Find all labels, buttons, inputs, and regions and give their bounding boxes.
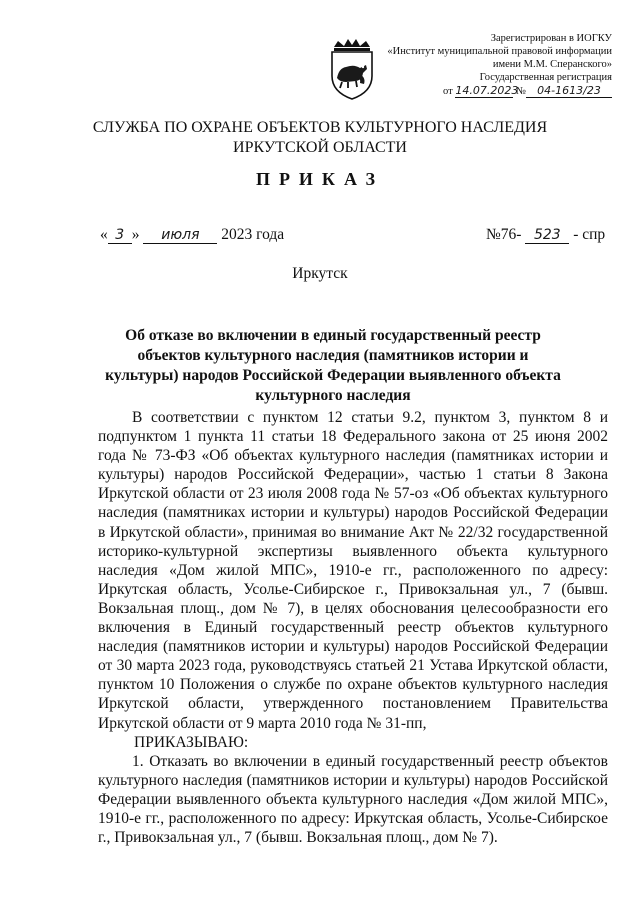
service-name bbox=[0, 118, 640, 158]
order-title: Об отказе во включении в единый государственный реестр объектов культурного наследия (памятников истории и культуры) народов Российской Федерации выявленного объекта культурного наследия bbox=[105, 327, 561, 404]
date-close-quote: » bbox=[131, 226, 140, 243]
order-day: 3 bbox=[108, 227, 132, 244]
registration-date-line bbox=[443, 84, 612, 98]
date-open-quote: « bbox=[100, 226, 108, 243]
order-body bbox=[98, 408, 608, 847]
registration-line-3: имени М.М. Сперанского» bbox=[492, 59, 612, 70]
order-date bbox=[100, 226, 284, 244]
registration-date-prefix: от bbox=[443, 86, 453, 97]
registration-line-4: Государственная регистрация bbox=[479, 72, 612, 83]
order-number-prefix: №76- bbox=[486, 226, 522, 243]
command-heading: ПРИКАЗЫВАЮ: bbox=[134, 733, 249, 751]
registration-date: 14.07.2023 bbox=[455, 84, 519, 97]
document-type-title: ПРИКАЗ bbox=[255, 169, 385, 189]
coat-of-arms-emblem bbox=[326, 38, 378, 102]
order-number bbox=[486, 226, 605, 244]
registration-number: 04-1613/23 bbox=[526, 84, 612, 98]
city: Иркутск bbox=[292, 265, 348, 282]
registration-number-prefix: № bbox=[515, 86, 526, 97]
order-number-value: 523 bbox=[525, 227, 569, 244]
order-month: июля bbox=[143, 227, 217, 244]
registration-line-1: Зарегистрирован в ИОГКУ bbox=[490, 33, 612, 44]
point-1-paragraph: 1. Отказать во включении в единый государственный реестр объектов культурного наследия (памятников истории и культуры) народов Российской Федерации выявленного объекта культурного наследия «Дом жилой МПС», 1910-е гг., расположенного по адресу: Иркутская область, Усолье-Сибирское г., Привокзальная ул., 7 (бывш. Вокзальная площ., дом № 7). bbox=[98, 752, 608, 847]
service-name-line-1: СЛУЖБА ПО ОХРАНЕ ОБЪЕКТОВ КУЛЬТУРНОГО НАСЛЕДИЯ bbox=[92, 119, 548, 136]
registration-line-2: «Институт муниципальной правовой информации bbox=[387, 46, 612, 57]
order-year: 2023 года bbox=[221, 226, 285, 243]
preamble-paragraph: В соответствии с пунктом 12 статьи 9.2, пунктом 3, пунктом 8 и подпунктом 1 пункта 11 статьи 18 Федерального закона от 25 июня 2002 года № 73-ФЗ «Об объектах культурного наследия (памятниках истории и культуры) народов Российской Федерации», частью 1 статьи 8 Закона Иркутской области от 23 июля 2008 года № 57-оз «Об объектах культурного наследия (памятниках истории и культуры) народов Российской Федерации в Иркутской области», принимая во внимание Акт № 22/32 государственной историко-культурной экспертизы выявленного объекта культурного наследия «Дом жилой МПС», 1910-е гг., расположенного по адресу: Иркутская область, Усолье-Сибирское г., Привокзальная ул., 7 (бывш. Вокзальная площ., дом № 7), в целях обоснования целесообразности его включения в Единый государственный реестр объектов культурного наследия (памятников истории и культуры) народов Российской Федерации от 30 марта 2023 года, руководствуясь статьей 21 Устава Иркутской области, пунктом 10 Положения о службе по охране объектов культурного наследия Иркутской области, утвержденного постановлением Правительства Иркутской области от 9 марта 2010 года № 31-пп, bbox=[98, 409, 608, 732]
service-name-line-2: ИРКУТСКОЙ ОБЛАСТИ bbox=[233, 139, 407, 156]
order-number-suffix: - спр bbox=[573, 226, 606, 243]
